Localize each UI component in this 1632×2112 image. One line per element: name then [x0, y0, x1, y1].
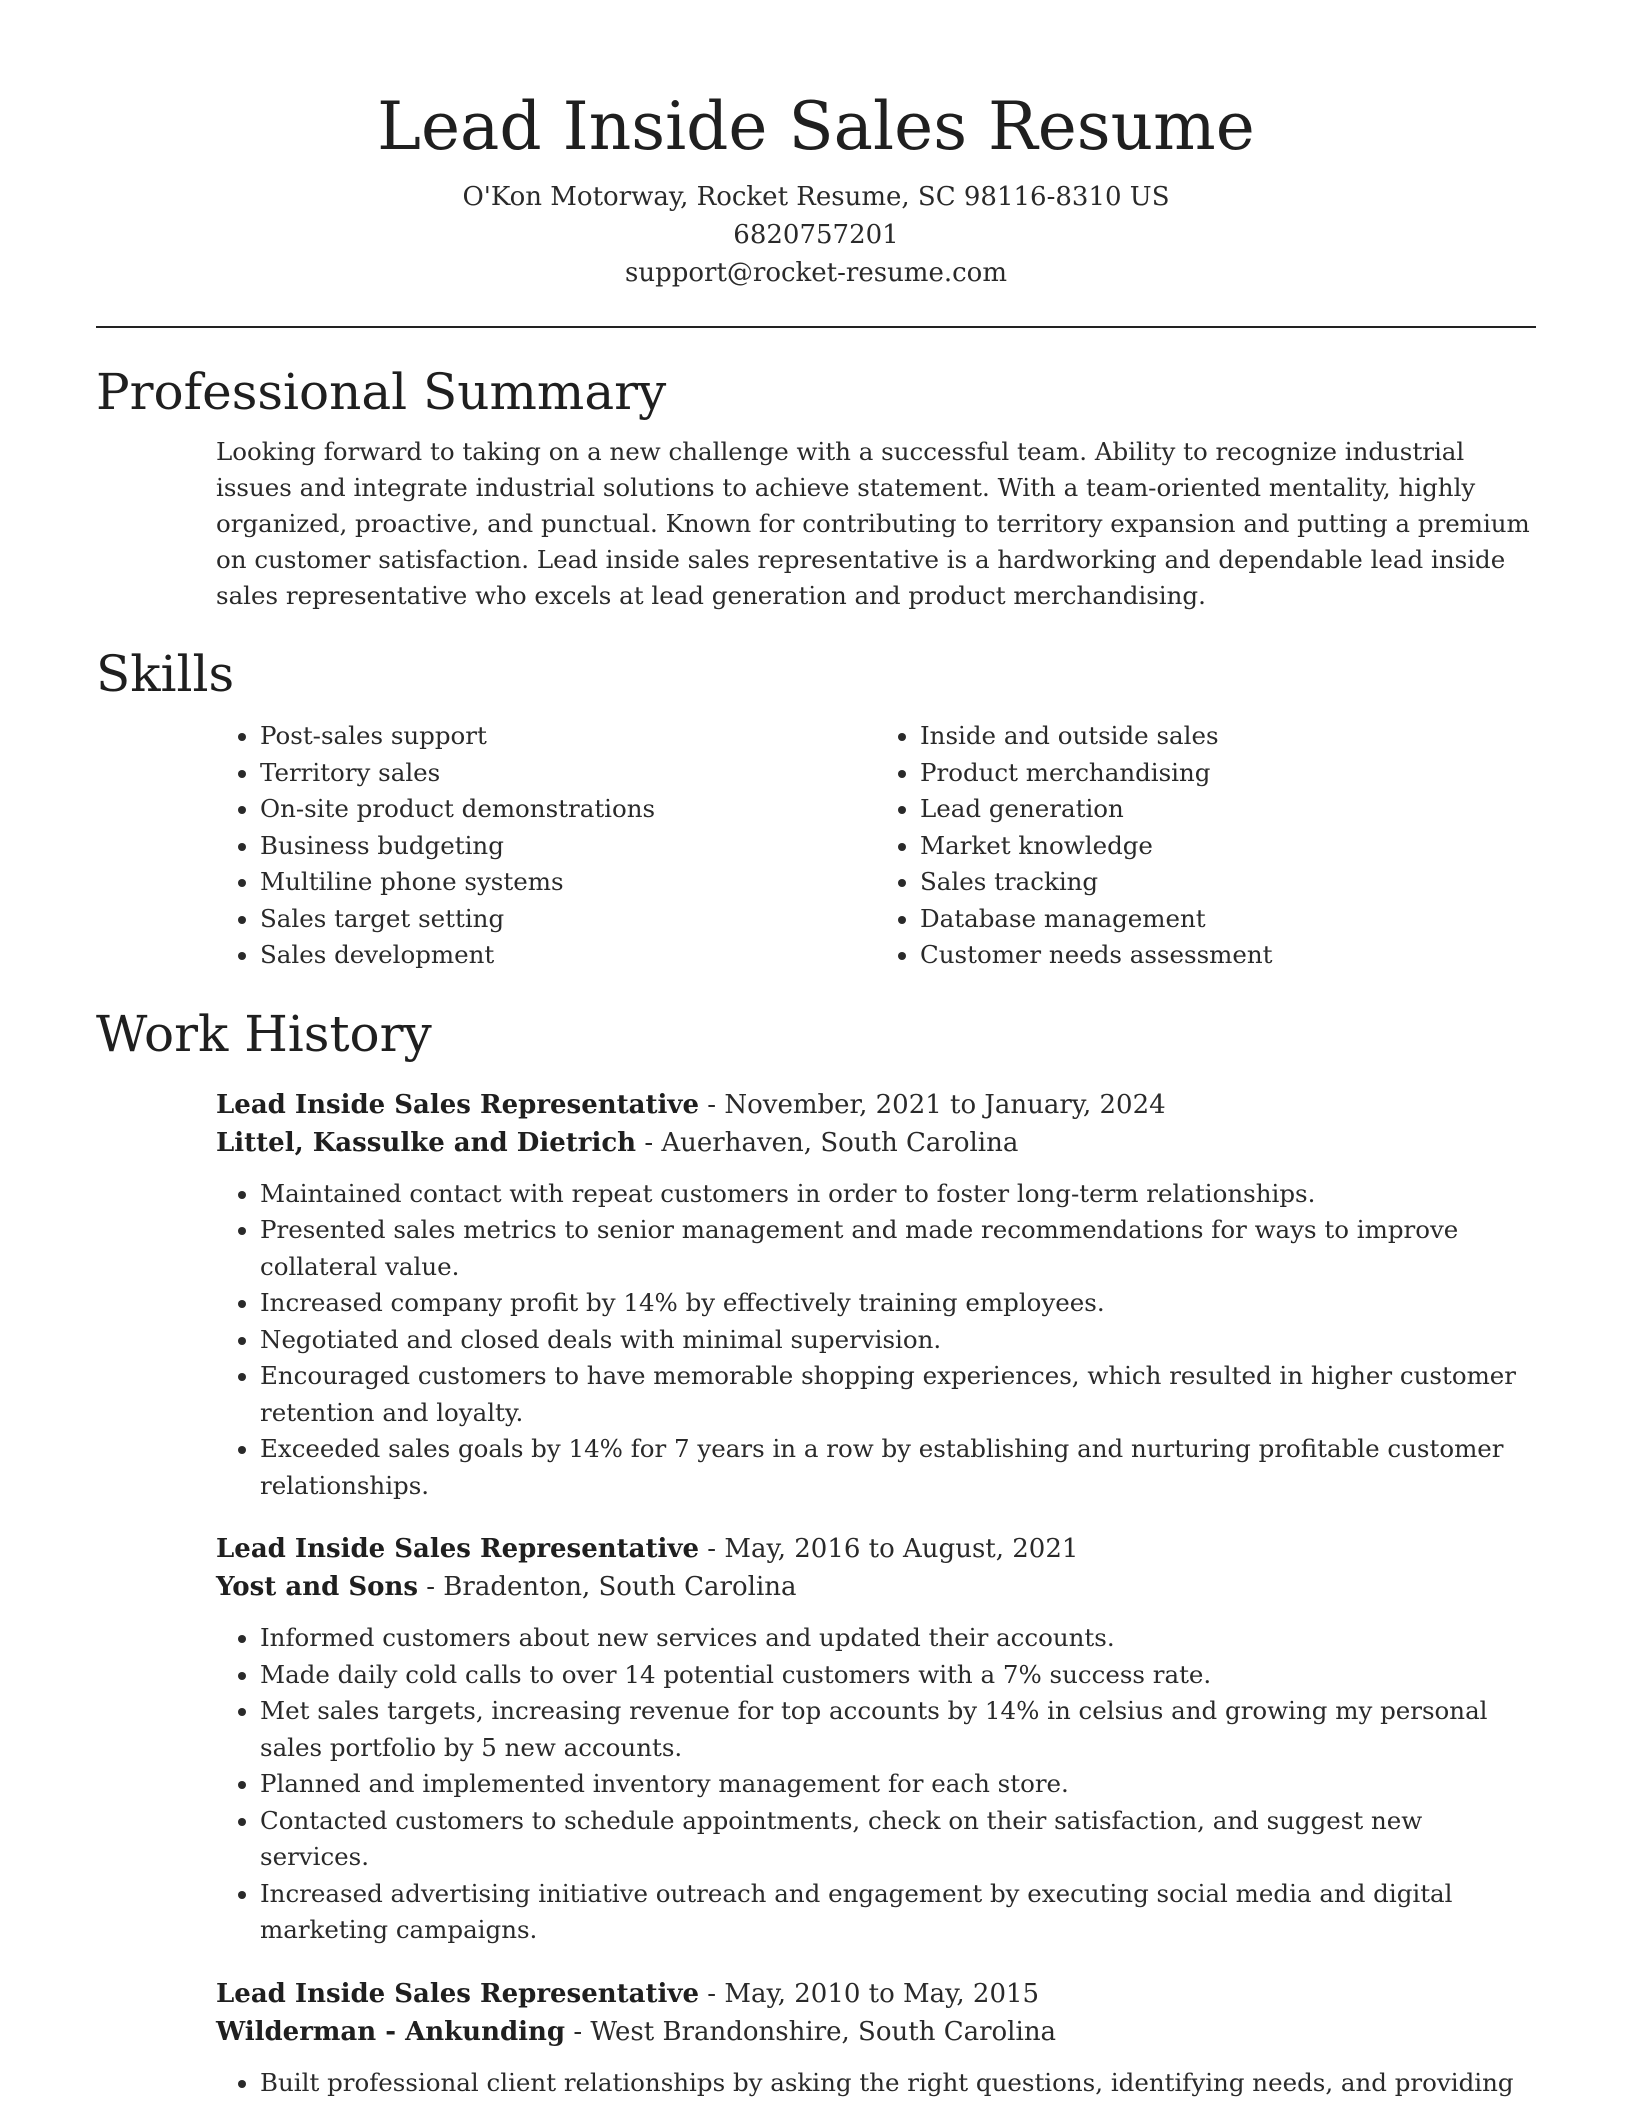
duty-item: • Maintained contact with repeat customers in order to foster long-term relationships.	[260, 1176, 1536, 1213]
duty-item: • Planned and implemented inventory management for each store.	[260, 1766, 1536, 1803]
job-company: Yost and Sons	[216, 1572, 418, 1602]
skills-grid	[216, 718, 1536, 974]
skills-column-right	[876, 718, 1536, 974]
skill-item: • Database management	[920, 901, 1536, 938]
skill-item: • Territory sales	[260, 755, 876, 792]
job-entry	[216, 1530, 1536, 1949]
job-title: Lead Inside Sales Representative	[216, 1978, 700, 2009]
job-company-line	[216, 2013, 1536, 2051]
duty-item: • Built professional client relationships by asking the right questions, identifying needs, and providing	[260, 2065, 1536, 2102]
duty-item: • Increased advertising initiative outreach and engagement by executing social media and digital marketing campaigns.	[260, 1876, 1536, 1949]
job-dates: - May, 2016 to August, 2021	[699, 1534, 1079, 1564]
address-text: O'Kon Motorway, Rocket Resume, SC 98116-8310 US	[462, 182, 1170, 212]
job-dates: - November, 2021 to January, 2024	[699, 1089, 1166, 1120]
skill-item: • Market knowledge	[920, 828, 1536, 865]
job-title: Lead Inside Sales Representative	[216, 1089, 700, 1120]
duty-item: • Increased company profit by 14% by effectively training employees.	[260, 1285, 1536, 1322]
job-duties	[216, 1620, 1536, 1949]
duty-item: • Encouraged customers to have memorable shopping experiences, which resulted in higher customer retention and loyalty.	[260, 1358, 1536, 1431]
duty-item: • Made daily cold calls to over 14 potential customers with a 7% success rate.	[260, 1657, 1536, 1694]
skill-item: • Lead generation	[920, 791, 1536, 828]
skills-column-left	[216, 718, 876, 974]
skill-item: • Multiline phone systems	[260, 864, 876, 901]
job-title-line	[216, 1975, 1536, 2013]
job-company: Wilderman - Ankunding	[216, 2016, 566, 2047]
job-title-line	[216, 1530, 1536, 1568]
job-location: - Auerhaven, South Carolina	[636, 1127, 1019, 1158]
header-divider	[96, 326, 1536, 328]
resume-header	[96, 0, 1536, 292]
job-duties	[216, 1176, 1536, 1505]
skill-item: • Customer needs assessment	[920, 937, 1536, 974]
job-dates: - May, 2010 to May, 2015	[699, 1978, 1040, 2009]
skill-item: • Sales tracking	[920, 864, 1536, 901]
job-location: - Bradenton, South Carolina	[417, 1572, 797, 1602]
skill-item: • Sales development	[260, 937, 876, 974]
job-entry	[216, 1975, 1536, 2102]
skills-heading: Skills	[96, 645, 235, 703]
email-text: support@rocket-resume.com	[624, 258, 1007, 288]
work-history-heading: Work History	[96, 1004, 432, 1063]
skill-item: • Post-sales support	[260, 718, 876, 755]
job-location: - West Brandonshire, South Carolina	[565, 2016, 1057, 2047]
skill-item: • Business budgeting	[260, 828, 876, 865]
skill-item: • Inside and outside sales	[920, 718, 1536, 755]
job-company-line	[216, 1124, 1536, 1162]
job-entry	[216, 1086, 1536, 1505]
skill-item: • Product merchandising	[920, 755, 1536, 792]
duty-item: • Negotiated and closed deals with minimal supervision.	[260, 1322, 1536, 1359]
job-duties	[216, 2065, 1536, 2102]
duty-item: • Met sales targets, increasing revenue for top accounts by 14% in celsius and growing my personal sales portfolio by 5 new accounts.	[260, 1693, 1536, 1766]
job-company: Littel, Kassulke and Dietrich	[216, 1127, 637, 1158]
summary-heading: Professional Summary	[96, 363, 667, 421]
job-title: Lead Inside Sales Representative	[216, 1534, 700, 1564]
job-title-line	[216, 1086, 1536, 1124]
duty-item: • Exceeded sales goals by 14% for 7 years in a row by establishing and nurturing profitable customer relationships.	[260, 1431, 1536, 1504]
duty-item: • Presented sales metrics to senior management and made recommendations for ways to improve collateral value.	[260, 1212, 1536, 1285]
summary-text: Looking forward to taking on a new challenge with a successful team. Ability to recognize industrial issues and integrate industrial solutions to achieve statement. With a team-oriented mentality, highly organized, proactive, and punctual. Known for contributing to territory expansion and putting a premium on customer satisfaction. Lead inside sales representative is a hardworking and dependable lead inside sales representative who excels at lead generation and product merchandising.	[216, 437, 1530, 610]
resume-title: Lead Inside Sales Resume	[377, 88, 1255, 165]
skill-item: • Sales target setting	[260, 901, 876, 938]
duty-item: • Informed customers about new services and updated their accounts.	[260, 1620, 1536, 1657]
phone-text: 6820757201	[733, 220, 899, 250]
job-company-line	[216, 1568, 1536, 1606]
duty-item: • Contacted customers to schedule appointments, check on their satisfaction, and suggest new services.	[260, 1803, 1536, 1876]
contact-info	[96, 178, 1536, 292]
skill-item: • On-site product demonstrations	[260, 791, 876, 828]
